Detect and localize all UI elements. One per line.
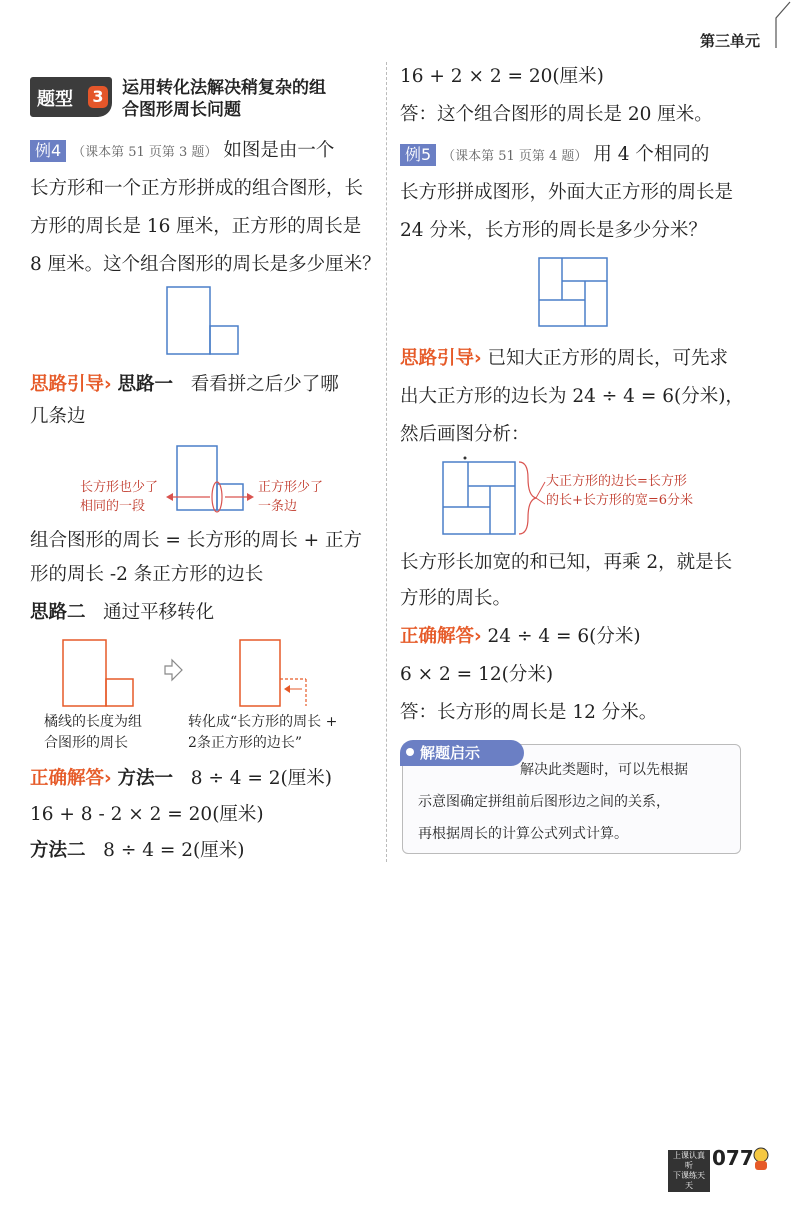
ex4-q2: 长方形和一个正方形拼成的组合图形，长	[30, 178, 364, 199]
ex5-guide-label: 思路引导	[400, 348, 475, 369]
ex4-answer-arrow: ›	[104, 768, 112, 789]
ex5-brace	[519, 462, 536, 534]
page-number: 077	[712, 1146, 754, 1170]
ex4-idea1-a: 看看拼之后少了哪	[190, 374, 339, 395]
ex5-q2: 长方形拼成图形，外面大正方形的周长是	[400, 182, 734, 203]
ex5-brace-arrow-up	[536, 482, 545, 498]
ex5-g1: 已知大正方形的周长，可先求	[487, 348, 729, 369]
ex5-ref: （课本第 51 页第 4 题）	[442, 149, 588, 164]
right-line1: 16 + 2 × 2 = 20(厘米)	[400, 66, 604, 87]
idea2-caption-left-2: 合图形的周长	[44, 735, 128, 751]
ex5-note-1: 大正方形的边长=长方形	[546, 474, 687, 489]
footer-slogan	[668, 1150, 710, 1192]
ex5-label: 例5	[400, 144, 436, 166]
ex4-method2-label: 方法二	[30, 840, 86, 861]
ex4-idea1-label: 思路一	[117, 374, 174, 395]
ex5-brace-arrow-down	[536, 498, 545, 504]
ex5-answer-line1	[400, 624, 641, 650]
ex5-a2: 6 × 2 = 12(分米)	[400, 664, 554, 685]
idea1-note-left-1: 长方形也少了	[80, 480, 159, 495]
idea1-note-right-1: 正方形少了	[258, 480, 324, 495]
ex4-formula-2: 形的周长 -2 条正方形的边长	[30, 564, 264, 585]
ex5-g5: 方形的周长。	[400, 588, 512, 609]
idea2-caption-left-1: 橘线的长度为组	[44, 714, 142, 730]
hint-bulb-icon	[406, 748, 414, 756]
ex4-answer-label: 正确解答	[30, 768, 105, 789]
ex4-method1-label: 方法一	[117, 768, 174, 789]
ex4-idea2-text: 通过平移转化	[103, 602, 215, 623]
ex5-answer-arrow: ›	[474, 626, 482, 647]
right-ans1: 答：这个组合图形的周长是 20 厘米。	[400, 104, 713, 125]
ex5-q1: 用 4 个相同的	[593, 144, 710, 165]
ex4-label: 例4	[30, 140, 66, 162]
ex4-method1-b: 16 + 8 - 2 × 2 = 20(厘米)	[30, 804, 264, 825]
mascot-icon	[750, 1147, 772, 1171]
ex5-g2: 出大正方形的边长为 24 ÷ 4 = 6(分米)，	[400, 386, 744, 407]
ex4-guide-label: 思路引导	[30, 374, 105, 395]
idea1-note-left-2: 相同的一段	[80, 499, 146, 514]
ex4-ref: （课本第 51 页第 3 题）	[72, 145, 218, 160]
ex5-note-2: 的长+长方形的宽=6分米	[546, 493, 694, 508]
section-type-number: 3	[88, 86, 108, 108]
ex5-note	[546, 472, 693, 510]
ex4-idea2-label: 思路二	[30, 602, 86, 623]
ex5-a1: 24 ÷ 4 = 6(分米)	[487, 626, 641, 647]
section-type-label: 题型	[37, 89, 73, 110]
ex4-q3: 方形的周长是 16 厘米，正方形的周长是	[30, 216, 362, 237]
ex5-guide-arrow: ›	[474, 348, 482, 369]
footer-slogan-1: 上课认真听	[673, 1151, 705, 1170]
ex4-q1: 如图是由一个	[223, 140, 335, 161]
ex5-g3: 然后画图分析：	[400, 424, 530, 445]
ex5-g4: 长方形长加宽的和已知，再乘 2，就是长	[400, 552, 733, 573]
ex4-idea1-b: 几条边	[30, 406, 86, 427]
ex5-analysis-dot	[464, 457, 467, 460]
ex4-q4: 8 厘米。这个组合图形的周长是多少厘米？	[30, 254, 381, 275]
idea2-caption-right-1: 转化成“长方形的周长 +	[188, 714, 338, 730]
hint-header	[400, 740, 524, 766]
ex5-a3: 答：长方形的周长是 12 分米。	[400, 702, 658, 723]
footer-slogan-2: 下课练天天	[673, 1171, 705, 1190]
hint-l2: 示意图确定拼组前后图形边之间的关系，	[418, 794, 670, 810]
section-title-line2: 合图形周长问题	[122, 100, 241, 120]
idea2-caption-right-2: 2条正方形的边长”	[188, 735, 303, 751]
ex4-formula-1: 组合图形的周长 = 长方形的周长 + 正方	[30, 530, 363, 551]
hint-l1: 解决此类题时，可以先根据	[520, 762, 688, 778]
ex4-method2-a: 8 ÷ 4 = 2(厘米)	[103, 840, 245, 861]
ex4-method1-a: 8 ÷ 4 = 2(厘米)	[190, 768, 332, 789]
ex5-answer-label: 正确解答	[400, 626, 475, 647]
hint-title: 解题启示	[420, 744, 481, 762]
section-title-line1: 运用转化法解决稍复杂的组	[122, 78, 326, 98]
ex5-q3: 24 分米，长方形的周长是多少分米？	[400, 220, 707, 241]
ex5-analysis-square	[443, 462, 515, 534]
unit-label: 第三单元	[699, 32, 760, 50]
hint-l3: 再根据周长的计算公式列式计算。	[418, 826, 628, 842]
idea1-note-right-2: 一条边	[258, 499, 298, 514]
ex4-guide-arrow: ›	[104, 374, 112, 395]
